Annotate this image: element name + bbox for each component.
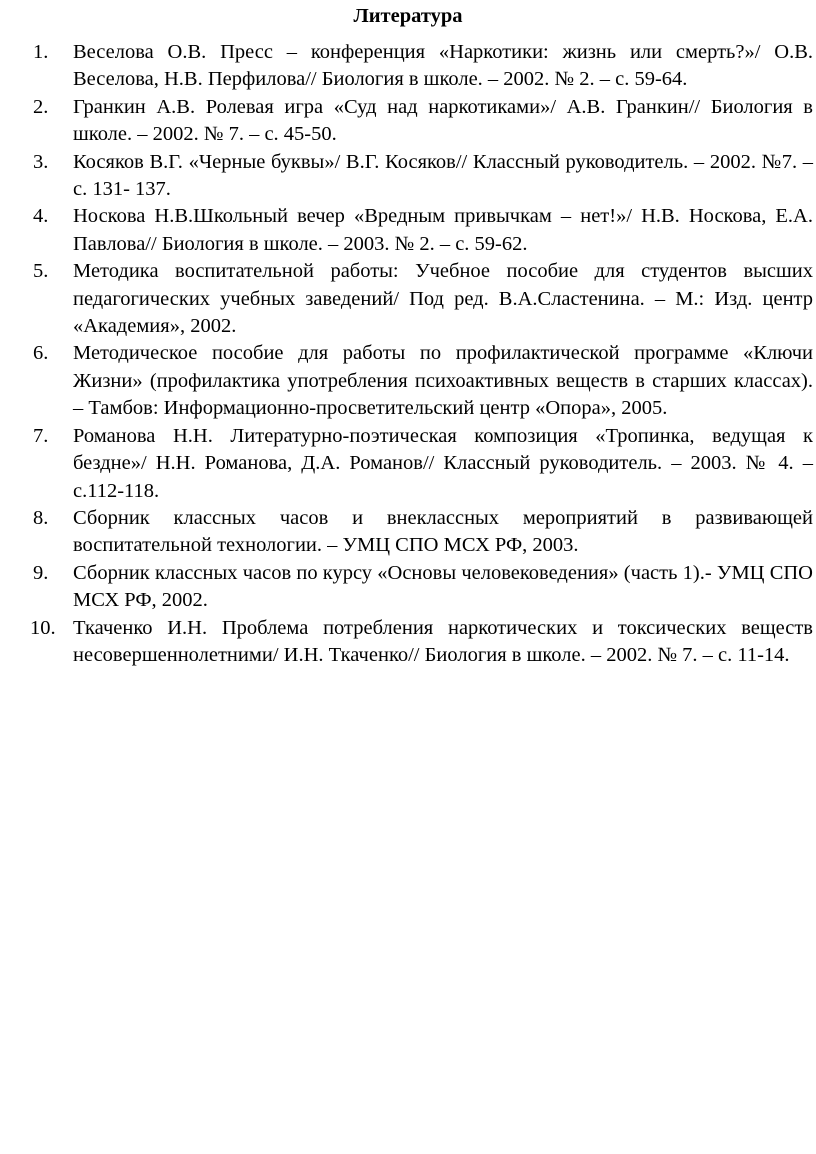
reference-item (0, 560, 816, 615)
reference-number: 1. (33, 41, 49, 63)
reference-text: Гранкин А.В. Ролевая игра «Суд над наркотиками»/ А.В. Гранкин// Биология в школе. – 2002. № 7. – с. 45-50. (73, 95, 813, 146)
reference-text: Методика воспитательной работы: Учебное пособие для студентов высших педагогических учебных заведений/ Под ред. В.А.Сластенина. – М.: Изд. центр «Академия», 2002. (73, 260, 813, 338)
reference-number: 8. (33, 506, 49, 529)
reference-item (0, 39, 816, 94)
reference-number: 7. (33, 424, 49, 447)
page-title: Литература (353, 5, 463, 27)
reference-number: 4. (33, 205, 49, 228)
reference-item (0, 149, 816, 204)
reference-item (0, 423, 816, 505)
reference-number: 5. (33, 260, 49, 283)
reference-item (0, 505, 816, 560)
reference-text: Ткаченко И.Н. Проблема потребления наркотических и токсических веществ несовершеннолетними/ И.Н. Ткаченко// Биология в школе. – 2002. № 7. – с. 11-14. (73, 616, 813, 666)
reference-item (0, 615, 816, 670)
reference-text: Сборник классных часов по курсу «Основы человековедения» (часть 1).- УМЦ СПО МСХ РФ, 2002. (73, 561, 813, 612)
reference-text: Сборник классных часов и внеклассных мероприятий в развивающей воспитательной технологии. – УМЦ СПО МСХ РФ, 2003. (73, 506, 813, 557)
reference-item (0, 94, 816, 149)
reference-number: 6. (33, 342, 49, 365)
reference-text: Носкова Н.В.Школьный вечер «Вредным привычкам – нет!»/ Н.В. Носкова, Е.А. Павлова// Биология в школе. – 2003. № 2. – с. 59-62. (73, 205, 813, 255)
reference-text: Методическое пособие для работы по профилактической программе «Ключи Жизни» (профилактика употребления психоактивных веществ в старших классах). – Тамбов: Информационно-просветительский центр «Опора», 2005. (73, 342, 813, 420)
reference-number: 3. (33, 150, 49, 173)
reference-list (0, 39, 816, 669)
reference-text: Веселова О.В. Пресс – конференция «Наркотики: жизнь или смерть?»/ О.В. Веселова, Н.В. Перфилова// Биология в школе. – 2002. № 2. – с. 59-64. (73, 41, 813, 91)
reference-item (0, 340, 816, 422)
reference-item (0, 203, 816, 258)
reference-text: Косяков В.Г. «Черные буквы»/ В.Г. Косяков// Классный руководитель. – 2002. №7. – с. 131- 137. (73, 150, 813, 201)
reference-text: Романова Н.Н. Литературно-поэтическая композиция «Тропинка, ведущая к бездне»/ Н.Н. Романова, Д.А. Романов// Классный руководитель. – 2003. № 4. – с.112-118. (73, 424, 813, 502)
reference-number: 9. (33, 561, 49, 584)
reference-number: 10. (30, 616, 56, 639)
reference-number: 2. (33, 95, 49, 118)
reference-item (0, 258, 816, 340)
